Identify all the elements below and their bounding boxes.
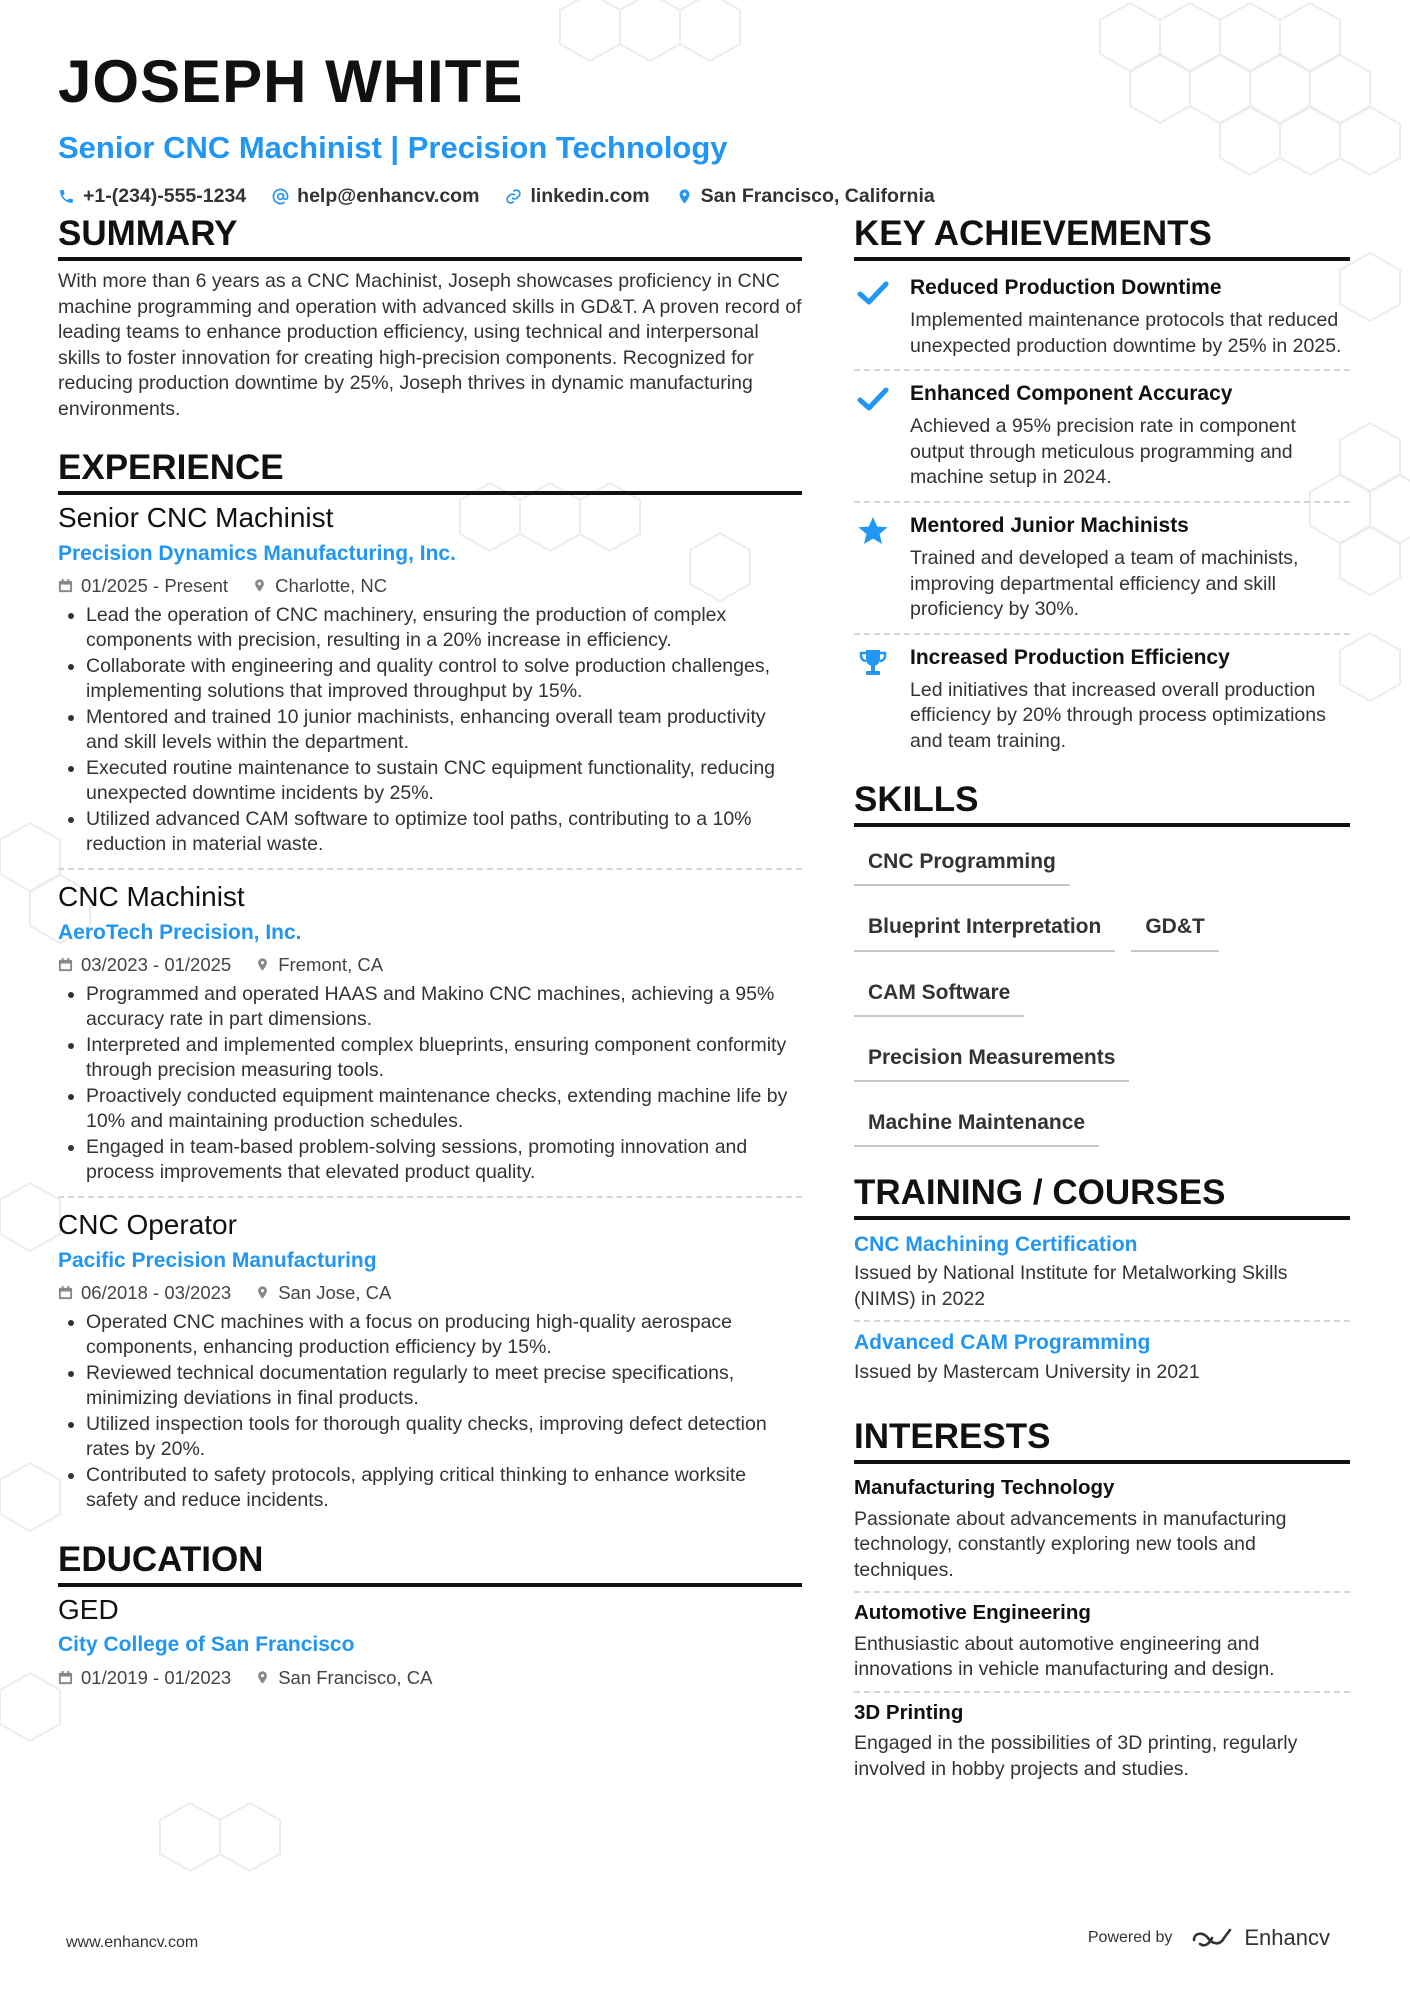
education-section [58, 1539, 802, 1689]
achievement-item [854, 633, 1350, 765]
training-heading: TRAINING / COURSES [854, 1175, 1350, 1220]
skills-list [854, 835, 1350, 1147]
contact-phone[interactable] [58, 185, 246, 208]
interest-title: Manufacturing Technology [854, 1476, 1115, 1500]
course-item [854, 1228, 1350, 1320]
location-pin-icon [676, 188, 693, 205]
job-bullet: • Programmed and operated HAAS and Makino CNC machines, achieving a 95% accuracy rate in part dimensions. [86, 982, 802, 1033]
star-icon [857, 515, 889, 547]
achievement-item [854, 501, 1350, 633]
contact-bar [58, 185, 1350, 208]
brand-name: Enhancv [1244, 1925, 1330, 1950]
job-location: Fremont, CA [278, 953, 384, 975]
job-role: CNC Operator [58, 1208, 237, 1240]
location-pin-icon [255, 1670, 270, 1685]
skill-tag: CNC Programming [854, 841, 1070, 886]
contact-linkedin[interactable] [505, 185, 649, 208]
calendar-icon [58, 578, 73, 593]
course-desc: Issued by National Institute for Metalworking Skills (NIMS) in 2022 [854, 1262, 1288, 1310]
achievement-desc: Implemented maintenance protocols that reduced unexpected production downtime by 25% in 2025. [910, 309, 1342, 357]
job-bullets [58, 982, 802, 1186]
linkedin-text: linkedin.com [530, 185, 650, 207]
education-heading: EDUCATION [58, 1542, 802, 1587]
job-bullets [58, 1310, 802, 1514]
skills-heading: SKILLS [854, 782, 1350, 827]
job-bullet: • Collaborate with engineering and quality control to solve production challenges, implementing solutions that improved throughput by 15%. [86, 654, 802, 705]
interest-item [854, 1691, 1350, 1791]
interest-desc: Passionate about advancements in manufacturing technology, constantly exploring new tools and techniques. [854, 1507, 1287, 1581]
job-bullet: • Operated CNC machines with a focus on producing high-quality aerospace components, enhancing production efficiency by 15%. [86, 1310, 802, 1361]
education-dates: 01/2019 - 01/2023 [81, 1666, 232, 1688]
education-school: City College of San Francisco [58, 1633, 355, 1657]
achievement-title: Enhanced Component Accuracy [910, 382, 1233, 406]
achievement-title: Increased Production Efficiency [910, 645, 1230, 669]
course-desc: Issued by Mastercam University in 2021 [854, 1360, 1200, 1383]
job-location: Charlotte, NC [275, 574, 388, 596]
job-company: AeroTech Precision, Inc. [58, 920, 302, 944]
interest-title: 3D Printing [854, 1700, 964, 1724]
job-meta [58, 575, 802, 597]
achievement-desc: Trained and developed a team of machinists, improving departmental efficiency and skill proficiency by 30%. [910, 547, 1299, 621]
location-pin-icon [252, 578, 267, 593]
achievement-item [854, 369, 1350, 501]
course-title: Advanced CAM Programming [854, 1331, 1151, 1355]
footer-website[interactable]: www.enhancv.com [66, 1934, 199, 1951]
candidate-name: JOSEPH WHITE [58, 48, 524, 115]
trophy-icon [857, 647, 889, 679]
skill-tag: GD&T [1131, 906, 1219, 951]
location-text: San Francisco, California [700, 185, 935, 207]
enhancv-logo-icon [1190, 1926, 1236, 1950]
job-company: Precision Dynamics Manufacturing, Inc. [58, 541, 456, 565]
course-item [854, 1320, 1350, 1393]
job-bullet: • Lead the operation of CNC machinery, ensuring the production of complex components with precision, resulting in a 20% increase in efficiency. [86, 603, 802, 654]
interest-title: Automotive Engineering [854, 1601, 1091, 1625]
job-meta [58, 1282, 802, 1304]
achievements-section [854, 216, 1350, 764]
skill-tag: Machine Maintenance [854, 1102, 1099, 1147]
training-section [854, 1175, 1350, 1393]
job-bullet: • Contributed to safety protocols, applying critical thinking to enhance worksite safety and reduce incidents. [86, 1463, 802, 1514]
experience-section [58, 450, 802, 1524]
email-text: help@enhancv.com [297, 185, 480, 207]
candidate-title: Senior CNC Machinist | Precision Technology [58, 130, 728, 165]
brand-logo[interactable] [1190, 1925, 1330, 1951]
link-icon [505, 188, 522, 205]
achievement-desc: Achieved a 95% precision rate in component output through meticulous programming and machine setup in 2024. [910, 415, 1296, 489]
job-bullet: • Utilized inspection tools for thorough quality checks, improving defect detection rates by 20%. [86, 1412, 802, 1463]
calendar-icon [58, 1670, 73, 1685]
left-column [58, 216, 802, 1689]
job-company: Pacific Precision Manufacturing [58, 1248, 377, 1272]
contact-location [676, 185, 935, 208]
education-degree: GED [58, 1593, 119, 1625]
interest-item [854, 1472, 1350, 1591]
phone-icon [58, 188, 75, 205]
contact-email[interactable] [272, 185, 479, 208]
achievement-desc: Led initiatives that increased overall production efficiency by 20% through process optimizations and team training. [910, 678, 1326, 752]
interests-section [854, 1419, 1350, 1790]
course-title: CNC Machining Certification [854, 1233, 1138, 1257]
location-pin-icon [255, 957, 270, 972]
achievement-title: Mentored Junior Machinists [910, 513, 1189, 537]
skill-tag: Blueprint Interpretation [854, 906, 1115, 951]
job-bullet: • Interpreted and implemented complex blueprints, ensuring component conformity through precision measuring tools. [86, 1033, 802, 1084]
calendar-icon [58, 957, 73, 972]
calendar-icon [58, 1285, 73, 1300]
job-entry [58, 868, 802, 1196]
summary-text: With more than 6 years as a CNC Machinist, Joseph showcases proficiency in CNC machine programming and operation with advanced skills in GD&T. A proven record of leading teams to enhance production efficiency, using technical and interpersonal skills to foster innovation for creating high-precision components. Recognized for reducing production downtime by 25%, Joseph thrives in dynamic manufacturing environments. [58, 270, 802, 420]
summary-section [58, 216, 802, 422]
phone-text: +1-(234)-555-1234 [83, 185, 247, 207]
achievements-heading: KEY ACHIEVEMENTS [854, 216, 1350, 261]
job-bullet: • Reviewed technical documentation regularly to meet precise specifications, minimizing deviations in final products. [86, 1361, 802, 1412]
interests-heading: INTERESTS [854, 1419, 1350, 1464]
skill-tag: Precision Measurements [854, 1037, 1129, 1082]
checkmark-icon [857, 277, 889, 309]
job-bullet: • Utilized advanced CAM software to optimize tool paths, contributing to a 10% reduction in material waste. [86, 807, 802, 858]
job-bullet: • Executed routine maintenance to sustain CNC equipment functionality, reducing unexpected downtime incidents by 25%. [86, 756, 802, 807]
at-sign-icon [272, 188, 289, 205]
job-meta [58, 954, 802, 976]
education-location: San Francisco, CA [278, 1666, 433, 1688]
job-bullets [58, 603, 802, 858]
job-entry [58, 1196, 802, 1524]
job-role: CNC Machinist [58, 880, 245, 912]
resume-page [58, 40, 1350, 1780]
job-role: Senior CNC Machinist [58, 502, 334, 533]
job-dates: 03/2023 - 01/2025 [81, 953, 232, 975]
interest-desc: Engaged in the possibilities of 3D printing, regularly involved in hobby projects and studies. [854, 1732, 1298, 1780]
checkmark-icon [857, 383, 889, 415]
location-pin-icon [255, 1285, 270, 1300]
job-location: San Jose, CA [278, 1281, 392, 1303]
summary-heading: SUMMARY [58, 216, 802, 261]
powered-by-label: Powered by [1087, 1929, 1173, 1946]
interest-desc: Enthusiastic about automotive engineering and innovations in vehicle manufacturing and design. [854, 1632, 1275, 1681]
skill-tag: CAM Software [854, 972, 1024, 1017]
right-column [854, 216, 1350, 1790]
job-bullet: • Proactively conducted equipment maintenance checks, extending machine life by 10% and maintaining production schedules. [86, 1084, 802, 1135]
job-bullet: • Engaged in team-based problem-solving sessions, promoting innovation and process improvements that elevated product quality. [86, 1135, 802, 1186]
skills-section [854, 782, 1350, 1147]
achievement-item [854, 269, 1350, 369]
experience-heading: EXPERIENCE [58, 450, 802, 495]
footer-branding [1088, 1925, 1330, 1951]
interest-item [854, 1591, 1350, 1691]
job-bullet: • Mentored and trained 10 junior machinists, enhancing overall team productivity and skill levels within the department. [86, 705, 802, 756]
job-dates: 06/2018 - 03/2023 [81, 1281, 232, 1303]
job-dates: 01/2025 - Present [81, 574, 229, 596]
job-entry [58, 503, 802, 868]
education-meta [58, 1667, 802, 1689]
achievement-title: Reduced Production Downtime [910, 276, 1222, 299]
